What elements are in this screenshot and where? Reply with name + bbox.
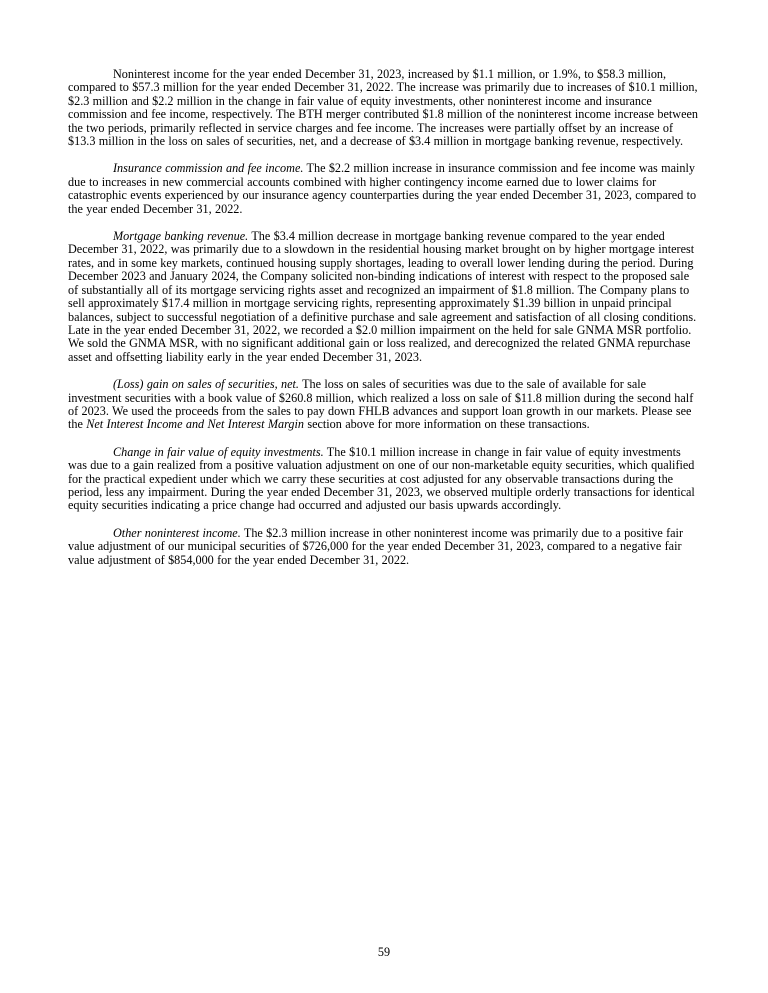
paragraph-change-in-fair-value-of-equity-investments: [68, 446, 702, 513]
paragraph-mortgage-banking-revenue: [68, 230, 702, 364]
paragraph-text: The $2.3 million increase in other noninterest income was primarily due to a positive fair value adjustment of our municipal securities of $726,000 for the year ended December 31, 2023, compared to a negative fair value adjustment of $854,000 for the year ended December 31, 2022.: [68, 525, 683, 567]
paragraph-text: The $3.4 million decrease in mortgage banking revenue compared to the year ended December 31, 2022, was primarily due to a slowdown in the residential housing market brought on by higher mortgage interest rates, and in some key markets, continued housing supply shortages, leading to overall lower lending during the period. During December 2023 and January 2024, the Company solicited non-binding indications of interest with respect to the proposed sale of substantially all of its mortgage servicing rights asset and recognized an impairment of $1.8 million. The Company plans to sell approximately $17.4 million in mortgage servicing rights, representing approximately $1.39 billion in unpaid principal balances, subject to successful negotiation of a definitive purchase and sale agreement and satisfaction of all closing conditions. Late in the year ended December 31, 2022, we recorded a $2.0 million impairment on the held for sale GNMA MSR portfolio. We sold the GNMA MSR, with no significant additional gain or loss realized, and derecognized the related GNMA repurchase asset and offsetting liability early in the year ended December 31, 2023.: [68, 229, 697, 364]
paragraph-text: Noninterest income for the year ended December 31, 2023, increased by $1.1 million, or 1.9%, to $58.3 million, compared to $57.3 million for the year ended December 31, 2022. The increase was primarily due to increases of $10.1 million, $2.3 million and $2.2 million in the change in fair value of equity investments, other noninterest income and insurance commission and fee income, respectively. The BTH merger contributed $1.8 million of the noninterest income increase between the two periods, primarily reflected in service charges and fee income. The increases were partially offset by an increase of $13.3 million in the loss on sales of securities, net, and a decrease of $3.4 million in mortgage banking revenue, respectively.: [68, 67, 699, 149]
page-content: [68, 68, 702, 581]
paragraph-text: The loss on sales of securities was due to the sale of available for sale investment securities with a book value of $260.8 million, which realized a loss on sale of $11.8 million during the second half of 2023. We used the proceeds from the sales to pay down FHLB advances and support loan growth in our markets. Please see the: [68, 377, 694, 432]
paragraph-text: The $2.2 million increase in insurance commission and fee income was mainly due to increases in new commercial accounts combined with higher contingency income earned due to lower claims for catastrophic events experienced by our insurance agency counterparties during the year ended December 31, 2023, compared to the year ended December 31, 2022.: [68, 161, 697, 216]
paragraph-lead-in-italic: (Loss) gain on sales of securities, net.: [113, 377, 299, 392]
paragraph-other-noninterest-income: [68, 527, 702, 567]
paragraph-noninterest-income-overview: [68, 68, 702, 148]
inline-section-reference-italic: Net Interest Income and Net Interest Margin: [86, 417, 304, 432]
paragraph-text: The $10.1 million increase in change in fair value of equity investments was due to a gain realized from a positive valuation adjustment on one of our non-marketable equity securities, which qualified for the practical expedient under which we carry these securities at cost adjusted for any observable transactions during the period, less any impairment. During the year ended December 31, 2023, we observed multiple orderly transactions for identical equity securities indicating a price change had occurred and adjusted our basis upwards accordingly.: [68, 444, 695, 513]
paragraph-lead-in-italic: Mortgage banking revenue.: [113, 229, 249, 244]
paragraph-lead-in-italic: Insurance commission and fee income.: [113, 161, 304, 176]
page-number: 59: [377, 945, 391, 959]
paragraph-loss-gain-on-sales-of-securities: [68, 378, 702, 432]
paragraph-lead-in-italic: Other noninterest income.: [113, 525, 241, 540]
page-footer: [0, 946, 768, 959]
paragraph-text: section above for more information on these transactions.: [304, 417, 590, 432]
paragraph-lead-in-italic: Change in fair value of equity investments.: [113, 444, 324, 459]
paragraph-insurance-commission-and-fee-income: [68, 162, 702, 216]
